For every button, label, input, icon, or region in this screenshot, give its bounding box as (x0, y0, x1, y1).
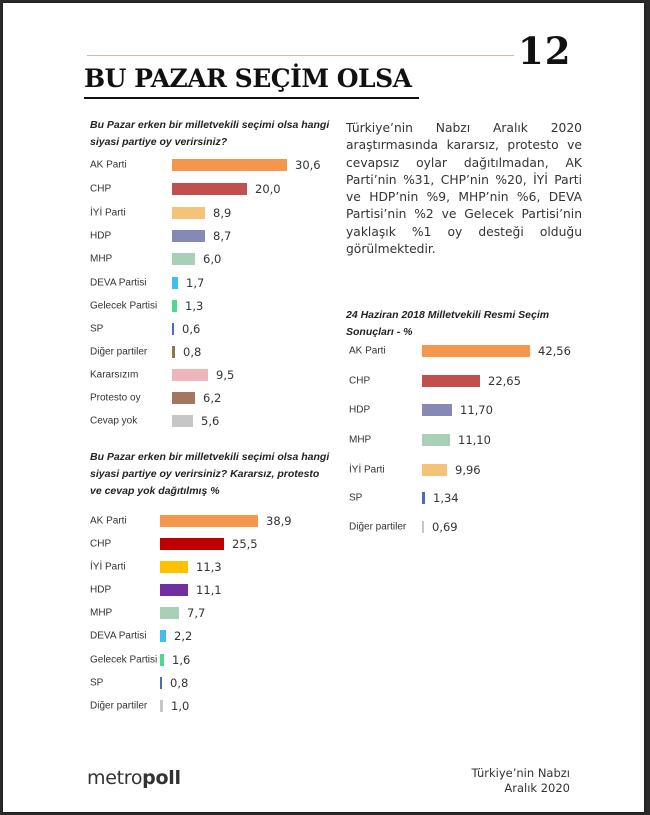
chart-title: Bu Pazar erken bir milletvekili seçimi olsa hangi siyasi partiye oy verirsiniz? Kararsız, protesto ve cevap yok dağıtılmış % (90, 451, 330, 497)
bar (172, 415, 193, 427)
footer-line-2: Aralık 2020 (504, 781, 570, 795)
data-label: 0,6 (182, 322, 201, 336)
category-label: DEVA Partisi (90, 630, 147, 642)
bar (172, 346, 175, 358)
bar (422, 345, 530, 357)
data-label: 0,8 (170, 676, 189, 690)
bar (422, 375, 480, 387)
bar (422, 492, 425, 504)
category-label: Protesto oy (90, 392, 141, 404)
bar (160, 677, 162, 689)
data-label: 9,96 (455, 463, 481, 477)
data-label: 42,56 (538, 344, 571, 358)
data-label: 25,5 (232, 537, 258, 551)
category-label: İYİ Parti (349, 464, 385, 476)
category-label: Gelecek Partisi (90, 300, 158, 312)
data-label: 9,5 (216, 368, 235, 382)
category-label: Diğer partiler (90, 700, 148, 712)
bar (172, 300, 177, 312)
category-label: CHP (90, 538, 112, 550)
footer-source (472, 766, 570, 796)
bar (160, 561, 188, 573)
bar (160, 538, 224, 550)
data-label: 8,9 (213, 206, 232, 220)
category-label: MHP (90, 253, 113, 265)
data-label: 1,34 (433, 491, 459, 505)
data-label: 1,7 (186, 276, 205, 290)
data-label: 1,3 (185, 299, 204, 313)
data-label: 0,69 (432, 520, 458, 534)
category-label: CHP (90, 183, 112, 195)
page-number: 12 (518, 29, 572, 73)
category-label: Gelecek Partisi (90, 654, 158, 666)
footer-line-1: Türkiye’nin Nabzı (471, 766, 570, 780)
category-label: HDP (90, 584, 112, 596)
category-label: Cevap yok (90, 415, 138, 427)
bar (172, 253, 195, 265)
bar (422, 464, 447, 476)
category-label: İYİ Parti (90, 561, 126, 573)
bar (160, 654, 164, 666)
data-label: 38,9 (266, 514, 292, 528)
bar (160, 607, 179, 619)
category-label: MHP (90, 607, 113, 619)
data-label: 0,8 (183, 345, 202, 359)
category-label: MHP (349, 434, 372, 446)
page-title: BU PAZAR SEÇİM OLSA (84, 64, 412, 93)
data-label: 2,2 (174, 629, 193, 643)
data-label: 6,0 (203, 252, 222, 266)
data-label: 5,6 (201, 414, 220, 428)
category-label: SP (90, 677, 104, 689)
category-label: SP (349, 492, 363, 504)
category-label: Diğer partiler (349, 521, 407, 533)
category-label: SP (90, 323, 104, 335)
summary-paragraph: Türkiye’nin Nabzı Aralık 2020 araştırmasında kararsız, protesto ve cevapsız oylar dağıtılmadan, AK Parti’nin %31, CHP’nin %20, İYİ Parti ve HDP’nin %9, MHP’nin %6, DEVA Partisi’nin %2 ve Gelecek Partisi’nin yaklaşık %1 oy desteği olduğu görülmektedir. (346, 121, 582, 257)
metropoll-logo (87, 767, 181, 789)
bar (172, 207, 205, 219)
data-label: 11,70 (460, 403, 493, 417)
bar (160, 584, 188, 596)
category-label: Diğer partiler (90, 346, 148, 358)
category-label: HDP (90, 230, 112, 242)
data-label: 11,10 (458, 433, 491, 447)
title-underline (84, 97, 419, 99)
data-label: 20,0 (255, 182, 281, 196)
data-label: 22,65 (488, 374, 521, 388)
data-label: 1,6 (172, 653, 191, 667)
bar (160, 700, 163, 712)
data-label: 1,0 (171, 699, 190, 713)
data-label: 7,7 (187, 606, 206, 620)
bar (172, 230, 205, 242)
data-label: 11,3 (196, 560, 222, 574)
bar (160, 630, 166, 642)
data-label: 6,2 (203, 391, 222, 405)
bar (160, 515, 258, 527)
bar (172, 369, 208, 381)
category-label: DEVA Partisi (90, 277, 147, 289)
chart-title: 24 Haziran 2018 Milletvekili Resmi Seçim Sonuçları - % (346, 309, 550, 338)
category-label: AK Parti (90, 515, 127, 527)
bar (172, 277, 178, 289)
bar (422, 404, 452, 416)
logo-light: metro (87, 767, 143, 789)
category-label: AK Parti (90, 159, 127, 171)
chart-title: Bu Pazar erken bir milletvekili seçimi olsa hangi siyasi partiye oy verirsiniz? (90, 119, 330, 148)
logo-bold: poll (142, 767, 181, 789)
category-label: HDP (349, 404, 371, 416)
header-rule (87, 55, 514, 56)
bar (172, 159, 287, 171)
report-page (3, 3, 644, 812)
bar (172, 183, 247, 195)
category-label: Kararsızım (90, 369, 139, 381)
bar (422, 434, 450, 446)
bar (422, 521, 424, 533)
category-label: İYİ Parti (90, 207, 126, 219)
category-label: AK Parti (349, 345, 386, 357)
bar (172, 323, 174, 335)
data-label: 30,6 (295, 158, 321, 172)
data-label: 8,7 (213, 229, 232, 243)
bar (172, 392, 195, 404)
data-label: 11,1 (196, 583, 222, 597)
category-label: CHP (349, 375, 371, 387)
